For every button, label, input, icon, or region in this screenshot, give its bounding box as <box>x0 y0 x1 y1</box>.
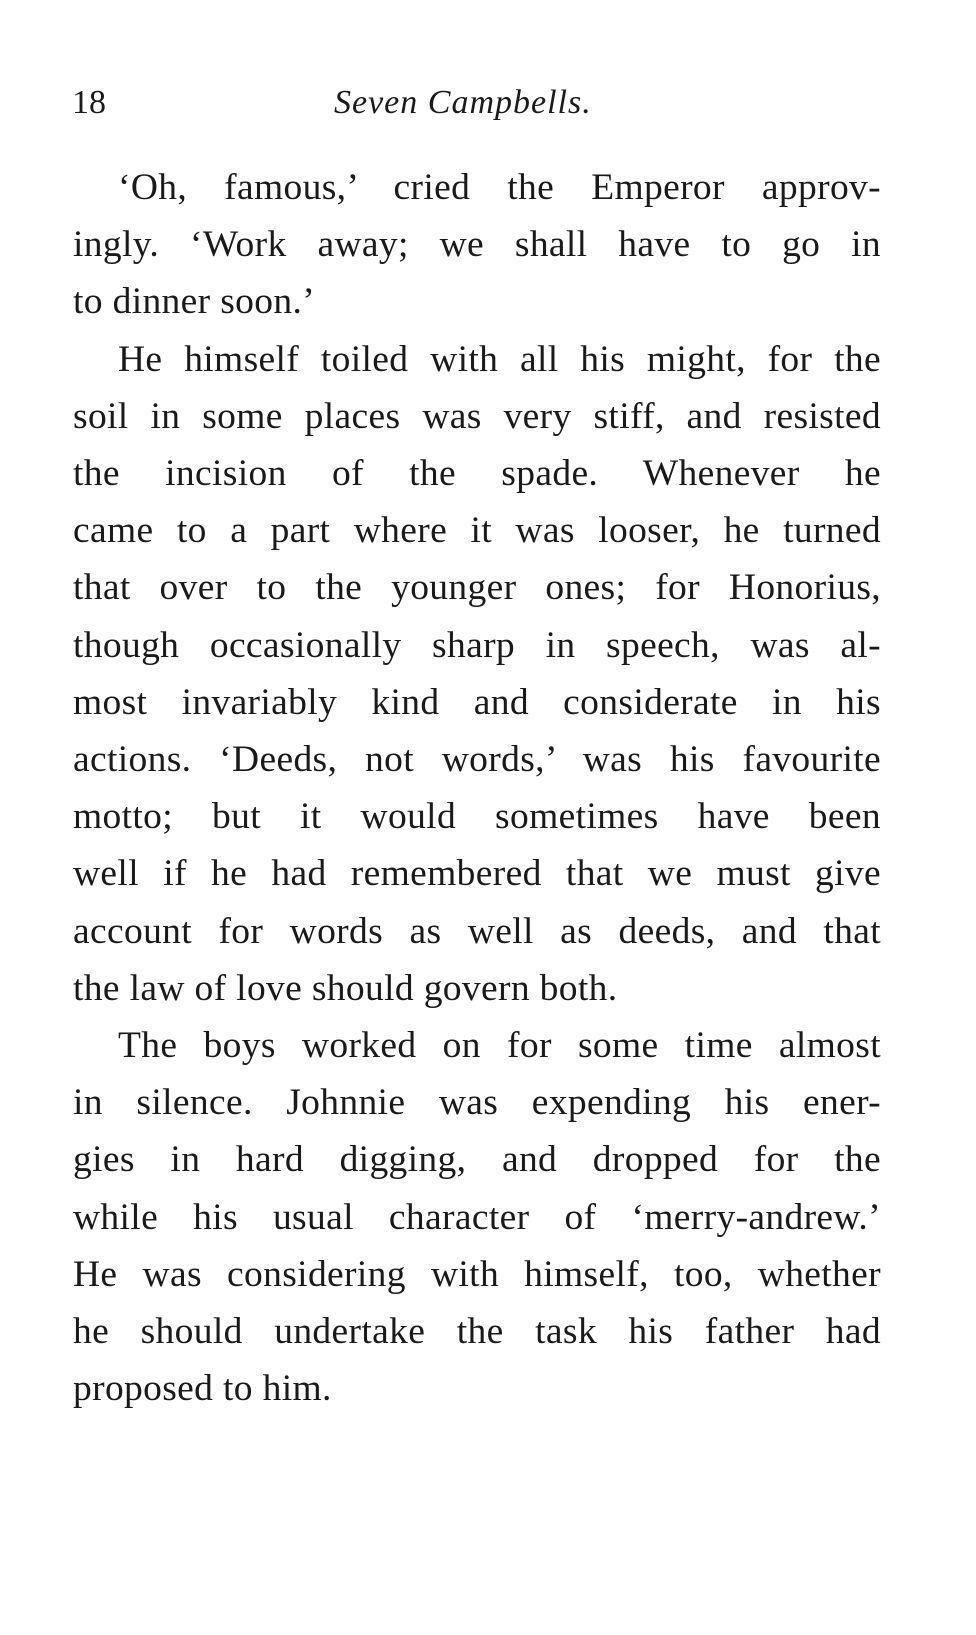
text-line: well if he had remembered that we must give <box>73 853 881 895</box>
text-line: in silence. Johnnie was expending his ener- <box>73 1082 881 1124</box>
text-line: proposed to him. <box>73 1368 332 1410</box>
text-line: though occasionally sharp in speech, was al- <box>73 624 881 666</box>
text-line: ingly. ‘Work away; we shall have to go in <box>73 224 881 266</box>
text-line: ‘Oh, famous,’ cried the Emperor approv- <box>118 167 881 208</box>
running-head <box>72 78 880 128</box>
text-line: to dinner soon.’ <box>73 281 316 323</box>
text-line: motto; but it would sometimes have been <box>73 796 881 838</box>
text-line: most invariably kind and considerate in his <box>73 681 881 723</box>
text-line: The boys worked on for some time almost <box>118 1025 881 1067</box>
text-line: he should undertake the task his father had <box>73 1311 881 1353</box>
text-line: He himself toiled with all his might, for the <box>118 338 881 380</box>
text-line: that over to the younger ones; for Honorius, <box>73 567 881 609</box>
text-line: gies in hard digging, and dropped for the <box>73 1139 881 1181</box>
text-line: He was considering with himself, too, whether <box>73 1253 881 1295</box>
text-line: account for words as well as deeds, and that <box>73 910 881 952</box>
text-line: while his usual character of ‘merry-andrew.’ <box>73 1196 881 1238</box>
text-line: soil in some places was very stiff, and resisted <box>73 395 881 437</box>
text-line: actions. ‘Deeds, not words,’ was his favourite <box>73 739 881 781</box>
text-line: came to a part where it was looser, he turned <box>73 510 881 552</box>
running-title: Seven Campbells. <box>334 84 592 121</box>
body-text <box>73 159 881 1417</box>
text-line: the incision of the spade. Whenever he <box>73 453 881 495</box>
page-number: 18 <box>72 84 106 121</box>
text-line: the law of love should govern both. <box>73 967 618 1009</box>
